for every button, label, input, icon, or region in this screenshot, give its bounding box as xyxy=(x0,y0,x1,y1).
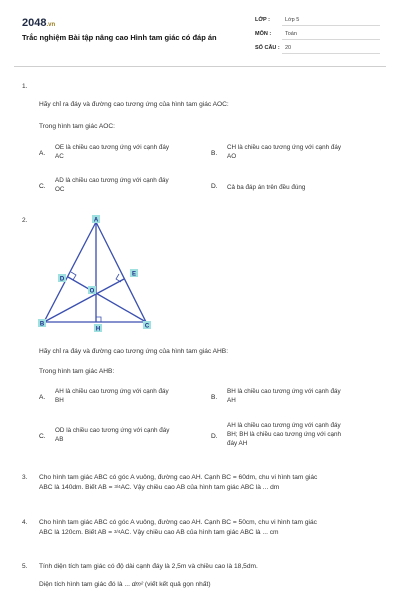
question-number: 1. xyxy=(22,83,28,90)
subject-value: Toán xyxy=(285,31,297,37)
subject-label: MÔN : xyxy=(255,31,272,37)
question-line xyxy=(39,527,317,537)
option-letter[interactable]: C. xyxy=(39,183,46,190)
option-text[interactable] xyxy=(227,143,341,161)
altitude-be xyxy=(44,276,124,322)
class-label: LỚP : xyxy=(255,17,270,23)
option-text[interactable] xyxy=(227,387,341,405)
question-number: 3. xyxy=(22,474,28,481)
option-line: BH xyxy=(55,397,64,404)
option-line: CH là chiều cao tương ứng với cạnh đáy xyxy=(227,144,341,151)
question-text: Tính diện tích tam giác có độ dài cạnh đáy là 2,5m và chiều cao là 18,5dm. xyxy=(39,563,258,570)
point-label-h: H xyxy=(95,326,101,333)
point-label-o: O xyxy=(89,288,95,295)
option-line: AD là chiều cao tương ứng với cạnh đáy xyxy=(55,177,169,184)
vertex-label-a: A xyxy=(93,217,99,224)
vertex-label-c: C xyxy=(144,323,150,330)
triangle-figure xyxy=(36,214,160,338)
option-letter[interactable]: D. xyxy=(211,183,218,190)
question-number: 4. xyxy=(22,519,28,526)
meta-underline xyxy=(282,53,380,54)
option-text[interactable] xyxy=(55,176,169,194)
question-text xyxy=(39,473,317,492)
option-text[interactable] xyxy=(55,143,169,161)
option-letter[interactable]: C. xyxy=(39,433,46,440)
option-line: AB xyxy=(55,436,64,443)
brand-main: 2048 xyxy=(22,17,47,29)
option-line: Cả ba đáp án trên đều đúng xyxy=(227,184,306,191)
option-line: AH là chiều cao tương ứng với cạnh đáy xyxy=(55,388,169,395)
meta-underline xyxy=(282,39,380,40)
option-letter[interactable]: B. xyxy=(211,150,218,157)
text-segment: ABC là 120cm. Biết AB = xyxy=(39,529,114,536)
point-label-e: E xyxy=(131,271,137,278)
unit: dm² xyxy=(131,581,144,588)
fraction: 3/4 xyxy=(114,484,121,489)
question-intro: Trong hình tam giác AOC: xyxy=(39,123,115,130)
class-value: Lớp 5 xyxy=(285,17,300,23)
header-divider xyxy=(14,66,386,67)
page-title: Trắc nghiệm Bài tập nâng cao Hình tam giác có đáp án xyxy=(22,33,217,42)
option-text[interactable] xyxy=(55,387,169,405)
fraction: 3/4 xyxy=(113,529,121,534)
text-segment: (viết kết quả gọn nhất) xyxy=(143,581,211,588)
question-prompt: Hãy chỉ ra đáy và đường cao tương ứng của hình tam giác AOC: xyxy=(39,101,229,108)
text-segment: ABC là 140dm. Biết AB = xyxy=(39,484,115,491)
question-line: Cho hình tam giác ABC có góc A vuông, đường cao AH. Cạnh BC = 60dm, chu vi hình tam giác xyxy=(39,474,318,481)
option-line: OD là chiều cao tương ứng với cạnh đáy xyxy=(55,427,170,434)
option-letter[interactable]: A. xyxy=(39,394,46,401)
option-line: BH; BH là chiều cao tương ứng với cạnh xyxy=(227,431,341,438)
option-line: AH xyxy=(227,397,236,404)
option-line: OE là chiều cao tương ứng với cạnh đáy xyxy=(55,144,170,151)
option-text[interactable] xyxy=(227,183,305,192)
brand-tld: .vn xyxy=(46,22,56,28)
question-intro: Trong hình tam giác AHB: xyxy=(39,368,115,375)
right-angle-mark xyxy=(96,317,101,322)
point-label-d: D xyxy=(59,276,65,283)
option-letter[interactable]: D. xyxy=(211,433,218,440)
question-number: 2. xyxy=(22,217,28,224)
count-value: 20 xyxy=(285,45,292,51)
question-text xyxy=(39,580,211,589)
vertex-label-b: B xyxy=(39,321,45,328)
option-text[interactable] xyxy=(55,426,169,444)
meta-underline xyxy=(282,25,380,26)
brand-logo xyxy=(22,17,55,29)
option-line: AC xyxy=(55,153,64,160)
option-line: AH là chiều cao tương ứng với cạnh đáy xyxy=(227,422,341,429)
option-letter[interactable]: B. xyxy=(211,394,218,401)
option-line: đáy AH xyxy=(227,440,248,447)
text-segment: AC. Vậy chiều cao AB của hình tam giác ABC là ... cm xyxy=(120,529,279,536)
option-line: BH là chiều cao tương ứng với cạnh đáy xyxy=(227,388,341,395)
question-prompt: Hãy chỉ ra đáy và đường cao tương ứng của hình tam giác AHB: xyxy=(39,348,229,355)
count-label: SỐ CÂU : xyxy=(255,45,280,51)
option-letter[interactable]: A. xyxy=(39,150,46,157)
option-line: AO xyxy=(227,153,237,160)
option-text[interactable] xyxy=(227,421,341,448)
question-number: 5. xyxy=(22,563,28,570)
question-text xyxy=(39,518,317,537)
question-line xyxy=(39,482,317,492)
text-segment: AC. Vậy chiều cao AB của hình tam giác ABC là ... dm xyxy=(120,484,280,491)
option-line: OC xyxy=(55,186,65,193)
text-segment: Diện tích hình tam giác đó là ... xyxy=(39,581,132,588)
question-line: Cho hình tam giác ABC có góc A vuông, đường cao AH. Cạnh BC = 50cm, chu vi hình tam giác xyxy=(39,519,317,526)
